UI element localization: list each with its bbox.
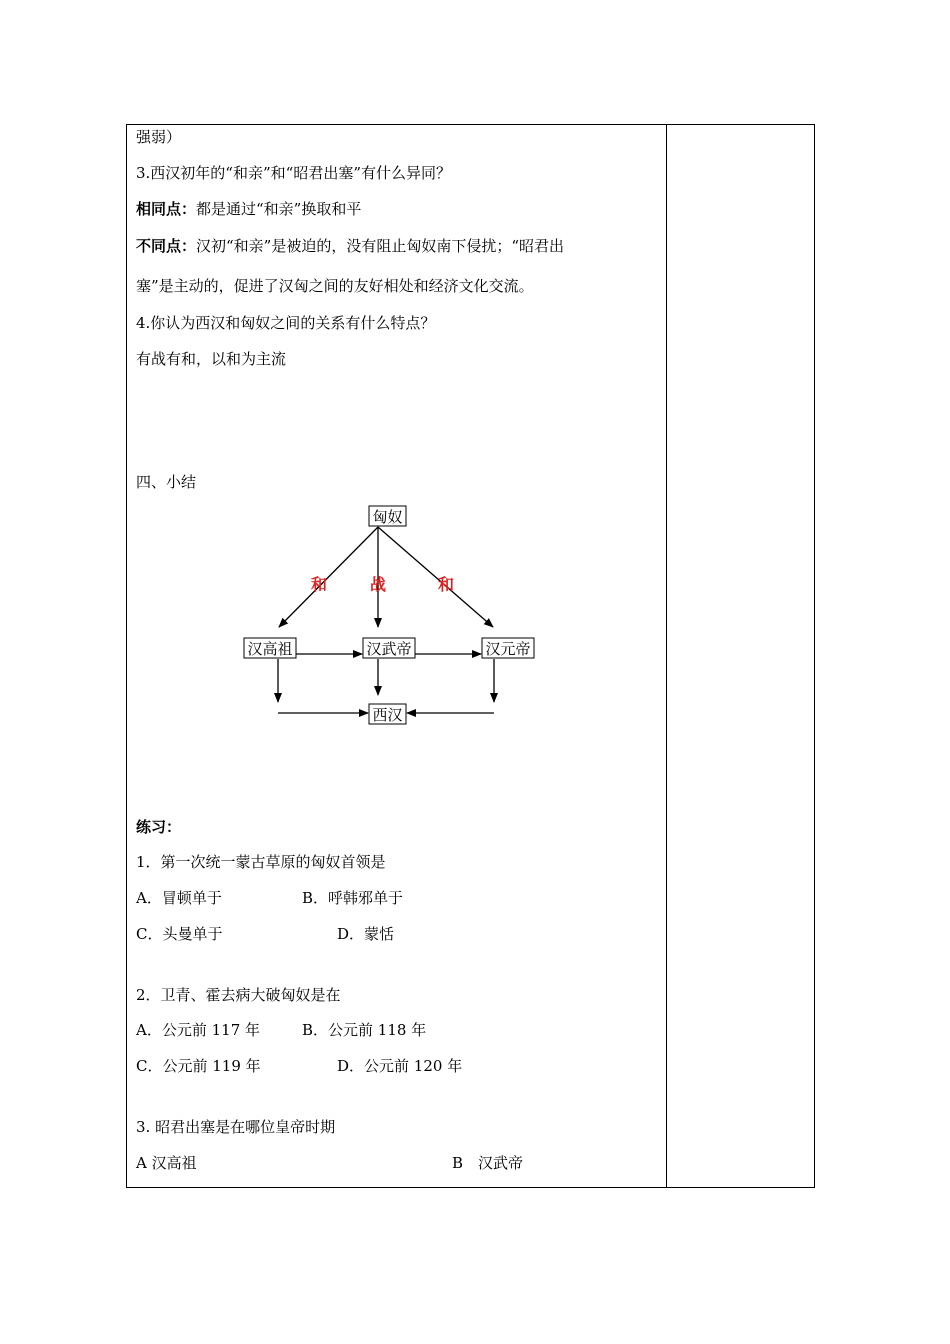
q4-answer: 有战有和，以和为主流	[136, 350, 287, 368]
node-xihan: 西汉	[372, 706, 403, 724]
continuation-text: 强弱）	[136, 128, 182, 146]
exercise-q3: 3. 昭君出塞是在哪位皇帝时期	[136, 1118, 336, 1136]
q1-option-d: D．蒙恬	[337, 925, 395, 943]
summary-heading: 四、小结	[136, 473, 197, 491]
node-yuandi: 汉元帝	[485, 640, 531, 658]
node-xiongnu: 匈奴	[372, 508, 403, 526]
arrow-to-gaozu	[279, 527, 378, 627]
q1-option-c: C．头曼单于	[136, 925, 223, 943]
arrow-to-yuandi	[378, 527, 493, 627]
same-text: 都是通过“和亲”换取和平	[196, 200, 362, 218]
q3-question: 3.西汉初年的“和亲”和“昭君出塞”有什么异同？	[136, 164, 451, 182]
node-gaozu: 汉高祖	[247, 640, 293, 658]
q1-option-a: A．冒顿单于	[136, 889, 222, 907]
q3-option-b: B 汉武帝	[452, 1154, 524, 1172]
diff-label: 不同点：	[136, 237, 197, 255]
q1-option-b: B．呼韩邪单于	[302, 889, 404, 907]
q3-option-a: A 汉高祖	[136, 1154, 197, 1172]
relation-label-left: 和	[310, 575, 328, 594]
diff-text-1: 汉初“和亲”是被迫的，没有阻止匈奴南下侵扰；“昭君出	[196, 237, 565, 255]
relation-label-right: 和	[437, 575, 455, 594]
node-wudi: 汉武帝	[366, 640, 412, 658]
same-label: 相同点：	[136, 200, 197, 218]
q4-question: 4.你认为西汉和匈奴之间的关系有什么特点？	[136, 314, 436, 332]
q2-option-b: B．公元前 118 年	[302, 1021, 427, 1039]
q2-option-c: C．公元前 119 年	[136, 1057, 261, 1075]
q3-diff-text-2: 塞”是主动的，促进了汉匈之间的友好相处和经济文化交流。	[136, 277, 534, 295]
q2-option-d: D．公元前 120 年	[337, 1057, 463, 1075]
q2-option-a: A．公元前 117 年	[136, 1021, 260, 1039]
exercise-heading: 练习：	[136, 818, 182, 836]
exercise-q1: 1．第一次统一蒙古草原的匈奴首领是	[136, 853, 386, 871]
relation-label-middle: 战	[369, 575, 387, 594]
exercise-q2: 2．卫青、霍去病大破匈奴是在	[136, 986, 341, 1004]
